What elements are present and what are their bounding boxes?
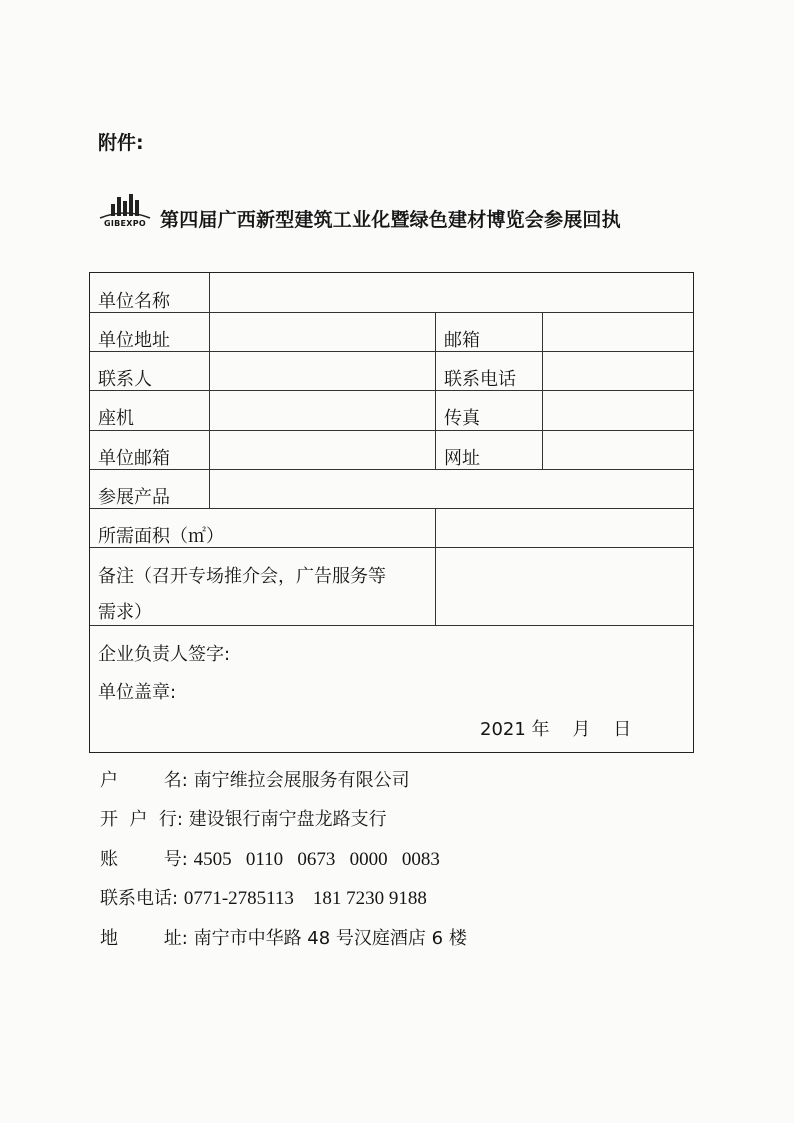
registration-form-table [89, 272, 694, 753]
remarks-label-line1: 备注（召开专场推介会，广告服务等 [98, 566, 386, 587]
phone-label: 联系电话: [100, 888, 179, 909]
landline-label: 座机 [98, 408, 134, 429]
logo-text: GIBEXPO [103, 219, 147, 228]
postcode-label: 邮箱 [444, 330, 480, 351]
account-number-value: 4505 0110 0673 0000 0083 [193, 849, 440, 870]
unit-email-label: 单位邮箱 [98, 448, 170, 469]
gibexpo-logo [98, 192, 152, 232]
page-title: 第四届广西新型建筑工业化暨绿色建材博览会参展回执 [160, 209, 621, 231]
exhibit-products-label: 参展产品 [98, 487, 170, 508]
account-name-value: 南宁维拉会展服务有限公司 [193, 770, 410, 791]
fax-label: 传真 [444, 408, 480, 429]
address-row [100, 924, 467, 950]
attachment-label: 附件: [98, 132, 144, 154]
address-label: 地 址: [100, 928, 188, 949]
contact-phone-label: 联系电话 [444, 369, 516, 390]
date-line: 2021 年 月 日 [480, 719, 632, 740]
website-label: 网址 [444, 448, 480, 469]
signature-label: 企业负责人签字: [98, 644, 231, 665]
area-required-label: 所需面积（㎡） [98, 526, 224, 547]
phone-value: 0771-2785113 181 7230 9188 [183, 888, 427, 909]
seal-label: 单位盖章: [98, 682, 177, 703]
bank-row [100, 805, 387, 831]
account-name-row [100, 766, 410, 792]
account-name-label: 户 名: [100, 770, 188, 791]
remarks-label-line2: 需求） [98, 602, 152, 623]
bank-label: 开 户 行: [100, 809, 183, 830]
contact-person-label: 联系人 [98, 369, 152, 390]
unit-name-label: 单位名称 [98, 291, 170, 312]
phone-row [100, 884, 427, 910]
unit-address-label: 单位地址 [98, 330, 170, 351]
account-number-row [100, 845, 440, 871]
bank-value: 建设银行南宁盘龙路支行 [188, 809, 387, 830]
building-logo-icon [98, 192, 152, 222]
account-number-label: 账 号: [100, 849, 188, 870]
address-value: 南宁市中华路 48 号汉庭酒店 6 楼 [193, 928, 467, 949]
